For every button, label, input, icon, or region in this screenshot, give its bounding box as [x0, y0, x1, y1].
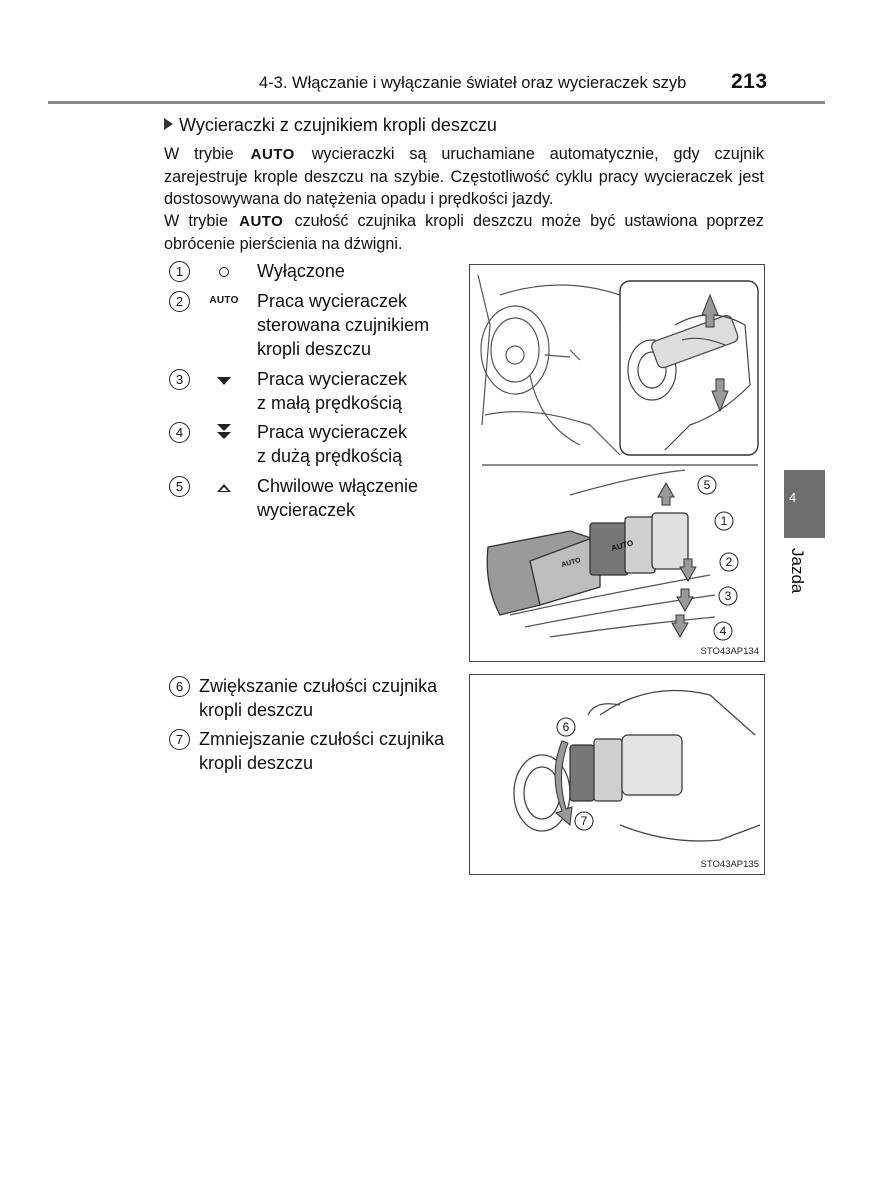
- figure-sensitivity-ring: [469, 674, 765, 875]
- item-text: Praca wycieraczek z dużą prędkością: [257, 422, 408, 466]
- section-bullet-icon: [164, 118, 173, 130]
- off-circle-icon: [207, 259, 241, 283]
- callout-number: 5: [169, 476, 190, 497]
- page-number: 213: [731, 70, 768, 93]
- header-rule: [48, 101, 825, 104]
- callout-2: 2: [725, 555, 733, 569]
- item-text: Praca wycieraczek sterowana czujnikiem kropli deszczu: [257, 291, 430, 359]
- lever-auto-label: AUTO: [610, 538, 635, 553]
- para2-start: W trybie: [164, 212, 228, 230]
- item-text: Praca wycieraczek z małą prędkością: [257, 369, 408, 413]
- figure-code: STO43AP135: [700, 859, 759, 870]
- double-triangle-down-icon: [207, 420, 241, 445]
- paragraph-2: [164, 210, 764, 255]
- callout-number: 1: [169, 261, 190, 282]
- lever-auto-small-label: AUTO: [560, 557, 582, 569]
- callout-number: 7: [169, 729, 190, 750]
- auto-symbol: AUTO: [209, 295, 239, 306]
- callout-number: 2: [169, 291, 190, 312]
- paragraph-1: [164, 143, 764, 210]
- wiper-lever-illustration: [470, 265, 764, 661]
- callout-3: 3: [724, 589, 732, 603]
- item-text: Wyłączone: [257, 261, 345, 281]
- callout-7: 7: [580, 814, 588, 828]
- chapter-number: 4: [789, 490, 797, 505]
- callout-1: 1: [720, 514, 728, 528]
- item-text: Chwilowe włączenie wycieraczek: [257, 476, 419, 520]
- callout-number: 4: [169, 422, 190, 443]
- item-text: Zmniejszanie czułości czujnika kropli deszczu: [199, 729, 445, 773]
- auto-mode-label-2: AUTO: [239, 213, 284, 230]
- callout-number: 6: [169, 676, 190, 697]
- callout-6: 6: [562, 720, 570, 734]
- sensitivity-ring-illustration: [470, 675, 764, 874]
- section-title: [164, 115, 497, 136]
- section-title-text: Wycieraczki z czujnikiem kropli deszczu: [179, 115, 497, 135]
- chapter-label: Jazda: [788, 548, 807, 594]
- callout-number: 3: [169, 369, 190, 390]
- callout-5: 5: [703, 478, 711, 492]
- header-title: 4-3. Włączanie i wyłączanie świateł oraz wycieraczek szyb: [259, 74, 687, 92]
- triangle-up-outline-icon: [207, 474, 241, 498]
- para1-rest: wycieraczki są uruchamiane automatycznie, gdy czujnik zarejestruje krople deszczu na szybie. Częstotliwość cyklu pracy wycieraczek jest dostosowywana do natężenia opadu i prędkości jazdy.: [164, 145, 764, 208]
- triangle-down-icon: [207, 367, 241, 391]
- para1-start: W trybie: [164, 145, 234, 163]
- item-text: Zwiększanie czułości czujnika kropli deszczu: [199, 676, 438, 720]
- chapter-tab: [784, 470, 825, 538]
- callout-4: 4: [719, 624, 727, 638]
- figure-wiper-lever: [469, 264, 765, 662]
- auto-mode-label: AUTO: [250, 146, 295, 163]
- para2-rest: czułość czujnika kropli deszczu może być ustawiona poprzez obrócenie pierścienia na dźwigni.: [164, 212, 765, 253]
- figure-code: STO43AP134: [700, 646, 759, 657]
